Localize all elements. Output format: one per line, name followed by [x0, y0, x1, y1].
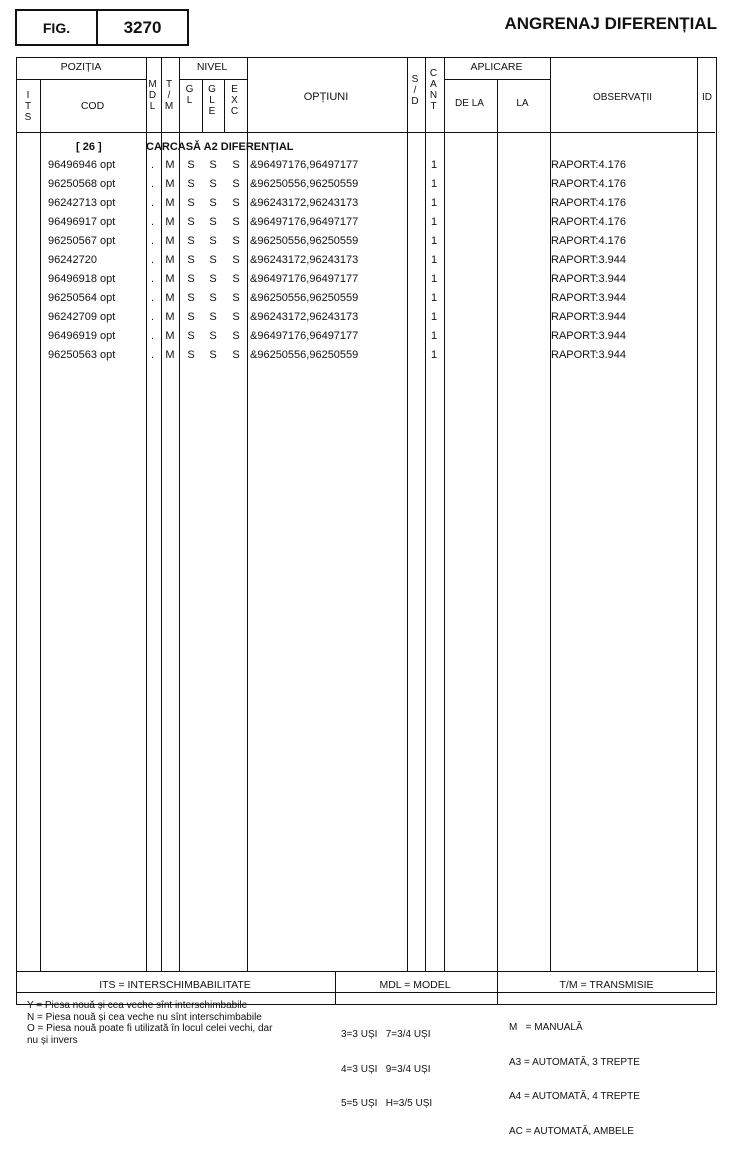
- cell-exc: S: [232, 254, 240, 266]
- cell-mdl: .: [150, 216, 155, 228]
- cell-exc: S: [232, 159, 240, 171]
- cell-optiuni: &96250556,96250559: [250, 349, 359, 361]
- cell-cod: 96496917 opt: [48, 216, 116, 228]
- cell-gl: S: [187, 349, 195, 361]
- figure-label: FIG.: [17, 11, 98, 44]
- cell-obs: RAPORT:3.944: [551, 349, 627, 361]
- header-exc: E X C: [230, 84, 239, 117]
- cell-obs: RAPORT:4.176: [551, 178, 627, 190]
- cell-cant: 1: [430, 330, 438, 342]
- header-de-la: DE LA: [455, 98, 484, 109]
- cell-obs: RAPORT:4.176: [551, 216, 627, 228]
- cell-gle: S: [209, 254, 217, 266]
- cell-tm: M: [165, 159, 175, 171]
- header-cod: COD: [80, 100, 105, 112]
- col-line-dela: [497, 79, 498, 971]
- col-line-cant: [444, 58, 445, 971]
- cell-cod: 96250567 opt: [48, 235, 116, 247]
- cell-optiuni: &96243172,96243173: [250, 254, 359, 266]
- cell-optiuni: &96250556,96250559: [250, 178, 359, 190]
- cell-tm: M: [165, 197, 175, 209]
- cell-exc: S: [232, 349, 240, 361]
- col-line-mdl: [161, 58, 162, 971]
- cell-cant: 1: [430, 178, 438, 190]
- cell-gl: S: [187, 330, 195, 342]
- cell-cant: 1: [430, 292, 438, 304]
- cell-mdl: .: [150, 235, 155, 247]
- cell-mdl: .: [150, 311, 155, 323]
- header-observatii: OBSERVAȚII: [592, 92, 653, 103]
- cell-tm: M: [165, 349, 175, 361]
- cell-gle: S: [209, 311, 217, 323]
- cell-tm: M: [165, 178, 175, 190]
- col-line-la: [550, 58, 551, 971]
- cell-gle: S: [209, 292, 217, 304]
- cell-tm: M: [165, 311, 175, 323]
- nivel-underline: [179, 79, 247, 80]
- cell-gle: S: [209, 330, 217, 342]
- legend-tm-text: M = MANUALĂ A3 = AUTOMATĂ, 3 TREPTE A4 = AUTOMATĂ, 4 TREPTE AC = AUTOMATĂ, AMBELE: [509, 1022, 640, 1137]
- cell-gle: S: [209, 159, 217, 171]
- col-line-sd: [425, 58, 426, 971]
- legend-mdl-text: 3=3 UȘI 7=3/4 UȘI 4=3 UȘI 9=3/4 UȘI 5=5 UȘI H=3/5 UȘI: [341, 1029, 433, 1109]
- cell-exc: S: [232, 197, 240, 209]
- cell-exc: S: [232, 292, 240, 304]
- section-name: CARCASĂ A2 DIFERENȚIAL: [146, 141, 294, 153]
- cell-tm: M: [165, 235, 175, 247]
- header-tm: T / M: [164, 79, 174, 112]
- cell-optiuni: &96250556,96250559: [250, 235, 359, 247]
- cell-gle: S: [209, 349, 217, 361]
- cell-cant: 1: [430, 349, 438, 361]
- cell-gl: S: [187, 311, 195, 323]
- cell-obs: RAPORT:4.176: [551, 159, 627, 171]
- header-bottom-line: [17, 132, 715, 133]
- cell-exc: S: [232, 235, 240, 247]
- cell-gle: S: [209, 178, 217, 190]
- legend-top-line: [17, 971, 715, 972]
- cell-gle: S: [209, 235, 217, 247]
- cell-tm: M: [165, 254, 175, 266]
- cell-mdl: .: [150, 292, 155, 304]
- cell-tm: M: [165, 216, 175, 228]
- legend-mdl-title: MDL = MODEL: [379, 979, 451, 991]
- header-mdl: M D L: [148, 79, 157, 112]
- cell-cant: 1: [430, 254, 438, 266]
- cell-optiuni: &96243172,96243173: [250, 311, 359, 323]
- cell-mdl: .: [150, 273, 155, 285]
- cell-gle: S: [209, 273, 217, 285]
- cell-exc: S: [232, 311, 240, 323]
- cell-gle: S: [209, 197, 217, 209]
- cell-tm: M: [165, 330, 175, 342]
- cell-cod: 96496919 opt: [48, 330, 116, 342]
- cell-cod: 96242713 opt: [48, 197, 116, 209]
- cell-cant: 1: [430, 159, 438, 171]
- legend-tm-title: T/M = TRANSMISIE: [559, 979, 654, 991]
- cell-optiuni: &96497176,96497177: [250, 330, 359, 342]
- header-pozitia: POZIȚIA: [60, 61, 102, 73]
- cell-tm: M: [165, 273, 175, 285]
- header-sd: S / D: [411, 74, 419, 107]
- cell-obs: RAPORT:4.176: [551, 235, 627, 247]
- cell-gl: S: [187, 254, 195, 266]
- cell-gl: S: [187, 235, 195, 247]
- legend-header-line: [17, 992, 715, 993]
- cell-cant: 1: [430, 273, 438, 285]
- cell-cod: 96242709 opt: [48, 311, 116, 323]
- page-title: ANGRENAJ DIFERENȚIAL: [504, 14, 717, 33]
- col-line-cod: [146, 58, 147, 971]
- header-cant: C A N T: [429, 68, 438, 112]
- cell-gl: S: [187, 197, 195, 209]
- cell-gl: S: [187, 292, 195, 304]
- cell-obs: RAPORT:3.944: [551, 292, 627, 304]
- col-line-tm: [179, 58, 180, 971]
- header-gle: G L E: [208, 84, 216, 117]
- cell-optiuni: &96243172,96243173: [250, 197, 359, 209]
- cell-mdl: .: [150, 178, 155, 190]
- cell-tm: M: [165, 292, 175, 304]
- col-line-its: [40, 79, 41, 971]
- cell-cod: 96250568 opt: [48, 178, 116, 190]
- cell-cant: 1: [430, 216, 438, 228]
- cell-optiuni: &96250556,96250559: [250, 292, 359, 304]
- cell-gle: S: [209, 216, 217, 228]
- cell-exc: S: [232, 330, 240, 342]
- cell-mdl: .: [150, 349, 155, 361]
- cell-cod: 96250563 opt: [48, 349, 116, 361]
- cell-obs: RAPORT:4.176: [551, 197, 627, 209]
- cell-mdl: .: [150, 254, 155, 266]
- cell-exc: S: [232, 273, 240, 285]
- header-id: ID: [702, 92, 712, 103]
- legend-its-text: Y = Piesa nouă și cea veche sînt interschimbabile N = Piesa nouă și cea veche nu sînt interschimbabile O = Piesa nouă poate fi utilizată în locul celei vechi, dar nu și invers: [27, 1000, 273, 1046]
- col-line-optiuni: [407, 58, 408, 971]
- cell-gl: S: [187, 216, 195, 228]
- cell-obs: RAPORT:3.944: [551, 273, 627, 285]
- cell-obs: RAPORT:3.944: [551, 311, 627, 323]
- cell-cant: 1: [430, 311, 438, 323]
- cell-optiuni: &96497176,96497177: [250, 159, 359, 171]
- cell-cod: 96496946 opt: [48, 159, 116, 171]
- cell-gl: S: [187, 273, 195, 285]
- figure-box: [15, 9, 189, 46]
- cell-cant: 1: [430, 235, 438, 247]
- pozitia-underline: [17, 79, 147, 80]
- section-ref: [ 26 ]: [76, 141, 102, 153]
- cell-obs: RAPORT:3.944: [551, 330, 627, 342]
- cell-exc: S: [232, 178, 240, 190]
- header-optiuni: OPȚIUNI: [303, 91, 349, 103]
- cell-cod: 96250564 opt: [48, 292, 116, 304]
- cell-cant: 1: [430, 197, 438, 209]
- cell-gl: S: [187, 178, 195, 190]
- cell-mdl: .: [150, 159, 155, 171]
- cell-mdl: .: [150, 197, 155, 209]
- cell-exc: S: [232, 216, 240, 228]
- cell-optiuni: &96497176,96497177: [250, 216, 359, 228]
- header-aplicare: APLICARE: [470, 61, 523, 73]
- col-line-exc: [247, 58, 248, 971]
- cell-obs: RAPORT:3.944: [551, 254, 627, 266]
- col-line-obs: [697, 58, 698, 971]
- cell-cod: 96496918 opt: [48, 273, 116, 285]
- legend-its-title: ITS = INTERSCHIMBABILITATE: [99, 979, 251, 991]
- header-nivel: NIVEL: [196, 61, 228, 73]
- cell-optiuni: &96497176,96497177: [250, 273, 359, 285]
- cell-mdl: .: [150, 330, 155, 342]
- cell-cod: 96242720: [48, 254, 97, 266]
- header-gl: G L: [185, 84, 194, 106]
- figure-number: 3270: [123, 17, 162, 37]
- header-its: I T S: [24, 90, 32, 123]
- header-la: LA: [516, 98, 529, 109]
- cell-gl: S: [187, 159, 195, 171]
